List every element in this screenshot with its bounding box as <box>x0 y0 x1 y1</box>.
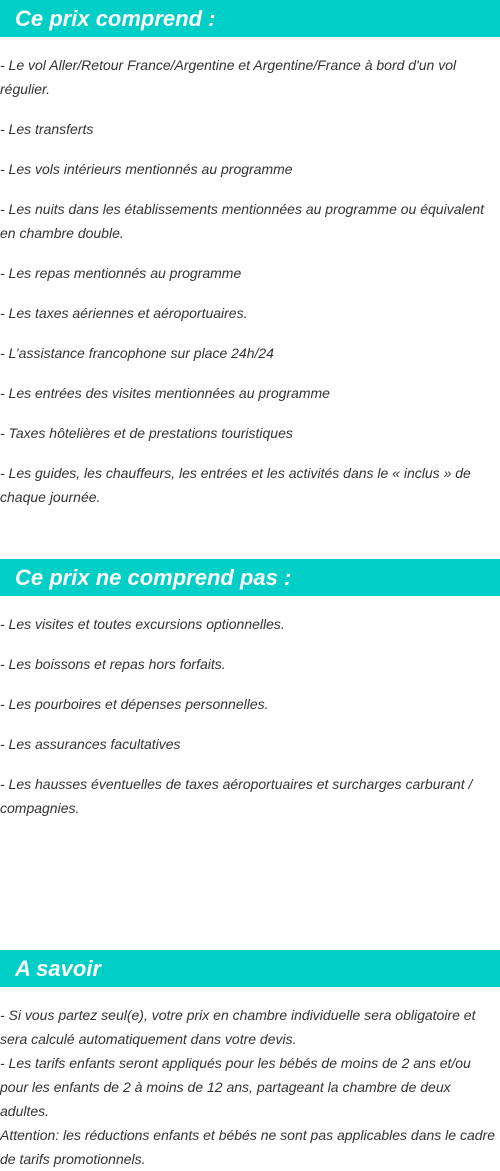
list-item: - Les guides, les chauffeurs, les entrées et les activités dans le « inclus » de chaque journée. <box>0 465 471 505</box>
list-item: Attention: les réductions enfants et bébés ne sont pas applicables dans le cadre de tarifs promotionnels. <box>0 1127 495 1167</box>
list-item: - Les nuits dans les établissements mentionnées au programme ou équivalent en chambre double. <box>0 201 485 241</box>
excluded-header: Ce prix ne comprend pas : <box>0 559 500 596</box>
list-item: - Si vous partez seul(e), votre prix en chambre individuelle sera obligatoire et sera calculé automatiquement dans votre devis. <box>0 1007 476 1047</box>
list-item: - Les assurances facultatives <box>0 736 181 752</box>
list-item: - Les vols intérieurs mentionnés au programme <box>0 161 293 177</box>
list-item: - Les tarifs enfants seront appliqués pour les bébés de moins de 2 ans et/ou pour les enfants de 2 à moins de 12 ans, partageant la chambre de deux adultes. <box>0 1055 471 1119</box>
list-item: - Les hausses éventuelles de taxes aéroportuaires et surcharges carburant / compagnies. <box>0 776 473 816</box>
excluded-section <box>0 559 500 820</box>
list-item: - Les boissons et repas hors forfaits. <box>0 656 226 672</box>
list-item: - L’assistance francophone sur place 24h/24 <box>0 345 274 361</box>
included-list <box>0 37 500 509</box>
to-know-header: A savoir <box>0 950 500 987</box>
list-item: - Les pourboires et dépenses personnelles. <box>0 696 269 712</box>
list-item: - Taxes hôtelières et de prestations touristiques <box>0 425 293 441</box>
list-item: - Les taxes aériennes et aéroportuaires. <box>0 305 248 321</box>
included-section <box>0 0 500 509</box>
list-item: - Les transferts <box>0 121 94 137</box>
included-header: Ce prix comprend : <box>0 0 500 37</box>
list-item: - Les repas mentionnés au programme <box>0 265 242 281</box>
list-item: - Les visites et toutes excursions optionnelles. <box>0 616 285 632</box>
list-item: - Le vol Aller/Retour France/Argentine et Argentine/France à bord d'un vol régulier. <box>0 57 457 97</box>
excluded-list <box>0 596 500 820</box>
list-item: - Les entrées des visites mentionnées au programme <box>0 385 330 401</box>
to-know-section <box>0 950 500 1171</box>
to-know-list <box>0 987 500 1171</box>
